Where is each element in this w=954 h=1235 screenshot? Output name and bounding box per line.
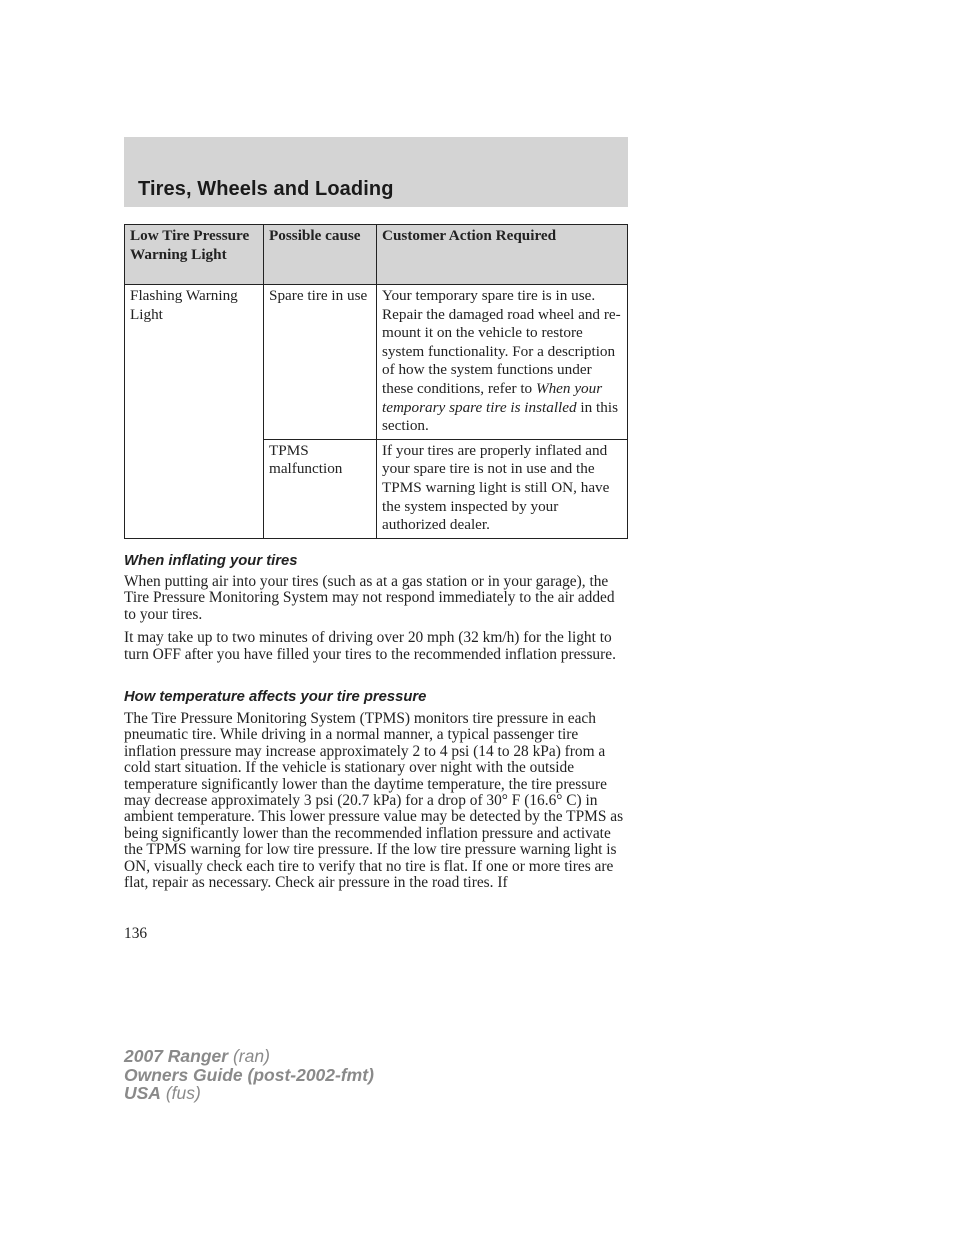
document-footer [124,1047,374,1103]
paragraph: The Tire Pressure Monitoring System (TPMS) monitors tire pressure in each pneumatic tire. While driving in a normal manner, a typical passenger tire inflation pressure may increase approximately 2 to 4 psi (14 to 28 kPa) from a cold start situation. If the vehicle is stationary over night with the outside temperature significantly lower than the daytime temperature, the tire pressure may decrease approximately 3 psi (20.7 kPa) for a drop of 30° F (16.6° C) in ambient temperature. This lower pressure value may be detected by the TPMS as being significantly lower than the recommended inflation pressure and activate the TPMS warning for low tire pressure. If the low tire pressure warning light is ON, visually check each tire to verify that no tire is flat. If one or more tires are flat, repair as necessary. Check air pressure in the road tires. If [124,710,624,892]
chapter-title: Tires, Wheels and Loading [138,178,394,200]
footer-model: 2007 Ranger [124,1046,229,1066]
cause-cell: TPMS malfunction [264,439,377,538]
section-heading: How temperature affects your tire pressure [124,689,427,705]
footer-line [124,1084,374,1103]
column-header-possible-cause: Possible cause [264,225,377,285]
footer-line [124,1047,374,1066]
action-cell [377,285,628,440]
action-cell: If your tires are properly inflated and your spare tire is not in use and the TPMS warning light is still ON, have the system inspected by your authorized dealer. [377,439,628,538]
cause-cell: Spare tire in use [264,285,377,440]
action-text: Your temporary spare tire is in use. Repair the damaged road wheel and re-mount it on the vehicle to restore system functionality. For a description of how the system functions under these conditions, refer to [382,287,621,397]
section-reference: When your temporary spare tire is installed [382,379,603,416]
footer-market-code: (fus) [165,1083,201,1103]
temperature-section [124,689,630,891]
table-row [125,285,628,440]
footer-line [124,1066,374,1085]
page-number: 136 [124,925,148,942]
table-header-row [125,225,628,285]
footer-market: USA [124,1083,161,1103]
column-header-warning-light: Low Tire Pressure Warning Light [125,225,264,285]
section-heading: When inflating your tires [124,553,298,569]
column-header-customer-action: Customer Action Required [377,225,628,285]
inflating-section [124,553,630,663]
paragraph: When putting air into your tires (such as at a gas station or in your garage), the Tire Pressure Monitoring System may not respond immediately to the air added to your tires. [124,573,615,623]
warning-light-cell: Flashing Warning Light [125,285,264,539]
footer-model-code: (ran) [232,1046,270,1066]
tpms-warning-table [124,224,628,539]
action-text-end: in this section. [382,398,618,435]
footer-guide: Owners Guide (post-2002-fmt) [124,1064,374,1085]
paragraph: It may take up to two minutes of driving over 20 mph (32 km/h) for the light to turn OFF after you have filled your tires to the recommended inflation pressure. [124,629,616,663]
chapter-header [124,137,628,207]
